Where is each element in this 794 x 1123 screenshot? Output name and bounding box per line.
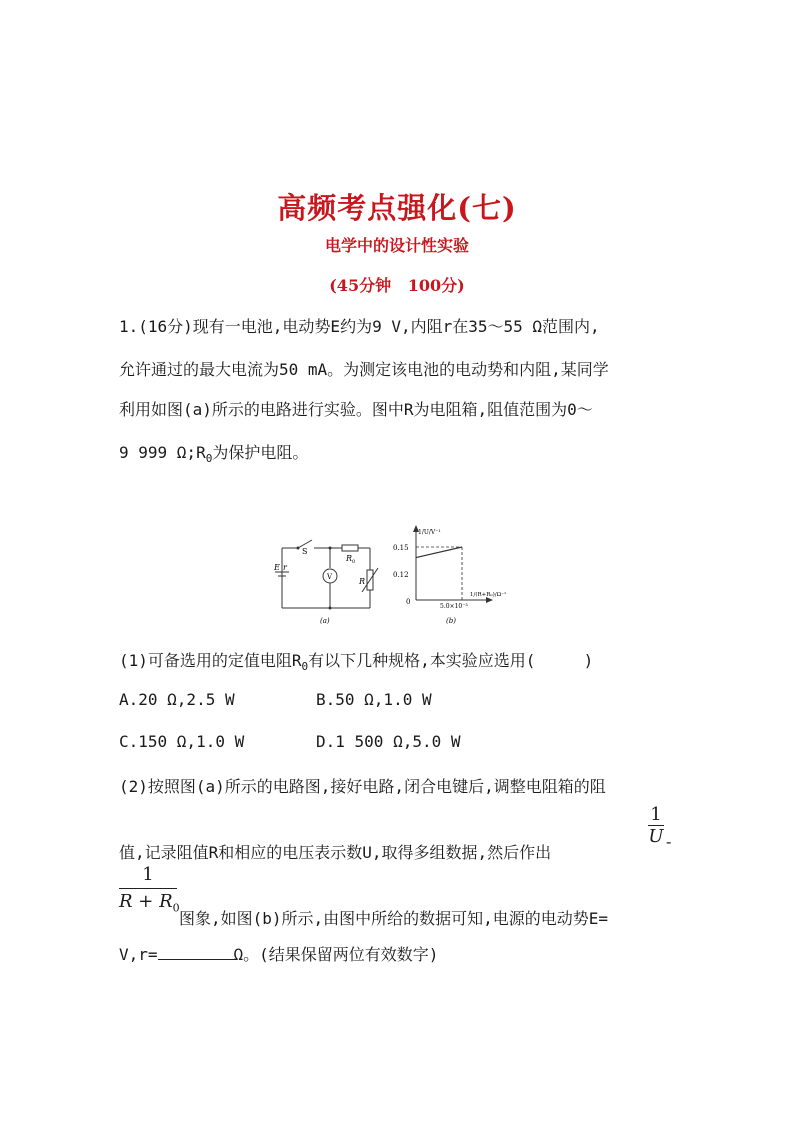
fraction-1-over-u [648,805,664,848]
frac-r-num: 1 [142,864,154,885]
part2-line-2: 值,记录阻值R和相应的电压表示数U,取得多组数据,然后作出 [119,843,552,862]
r0-label: R [346,554,353,563]
r0-sub: 0 [205,452,213,466]
option-d[interactable]: D.1 500 Ω,5.0 W [316,732,461,751]
label-b: (b) [446,617,456,625]
option-b[interactable]: B.50 Ω,1.0 W [316,690,432,709]
part1-sub: 0 [301,660,309,674]
stem-line-1: 1.(16分)现有一电池,电动势E约为9 V,内阻r在35～55 Ω范围内, [119,317,600,336]
page-subtitle: 电学中的设计性实验 [324,236,469,255]
series-line [416,547,462,558]
option-a[interactable]: A.20 Ω,2.5 W [119,690,235,709]
stem-line-2: 允许通过的最大电流为50 mA。为测定该电池的电动势和内阻,某同学 [119,360,609,379]
voltmeter-label: V [327,573,333,581]
x-tick: 5.0×10⁻³ [440,603,468,610]
box-label: R [359,577,366,586]
page-title: 高频考点强化(七) [277,191,517,225]
part2-line-3: 图象,如图(b)所示,由图中所给的数据可知,电源的电动势E= [179,909,609,928]
figure [270,520,540,630]
stem-line-4-tail: 为保护电阻。 [212,443,309,462]
part1 [119,648,593,673]
frac-r-den: $R + R_0$ [119,891,180,915]
label-a: (a) [320,617,330,625]
option-c[interactable]: C.150 Ω,1.0 W [119,732,245,751]
part2-line-4 [119,942,438,965]
part2-line-4-head: V,r= [119,945,158,964]
part2-line-4-tail: Ω。(结果保留两位有效数字) [233,945,439,964]
answer-blank-r[interactable] [158,945,234,960]
stem-line-4-head: 9 999 Ω; [119,443,197,462]
r0-symbol: R [196,443,206,462]
part1-head: (1)可备选用的定值电阻R [119,651,302,670]
internal-label: r [283,563,287,572]
fraction-1-over-r-plus-r0 [119,862,180,922]
frac-u-den: U [648,826,664,847]
r0-label-sub: 0 [352,559,356,565]
x-axis-label: 1/(R+R₀)/Ω⁻¹ [470,592,507,598]
part1-tail: 有以下几种规格,本实验应选用( ) [308,651,594,670]
frac-dash: - [666,832,672,851]
graph-b [393,525,506,625]
battery-label: E [274,563,280,572]
y-tick-015: 0.15 [393,544,409,552]
stem-line-3: 利用如图(a)所示的电路进行实验。图中R为电阻箱,阻值范围为0～ [119,400,593,419]
origin-label: 0 [406,598,411,606]
y-axis-label: 1/U/V⁻¹ [418,529,441,536]
stem-line-4 [119,440,308,465]
part2-line-1: (2)按照图(a)所示的电路图,接好电路,闭合电键后,调整电阻箱的阻 [119,777,606,796]
time-score: (45分钟 100分) [329,276,465,295]
switch-label: S [302,547,308,556]
frac-u-num: 1 [650,804,662,825]
y-tick-012: 0.12 [393,571,409,579]
